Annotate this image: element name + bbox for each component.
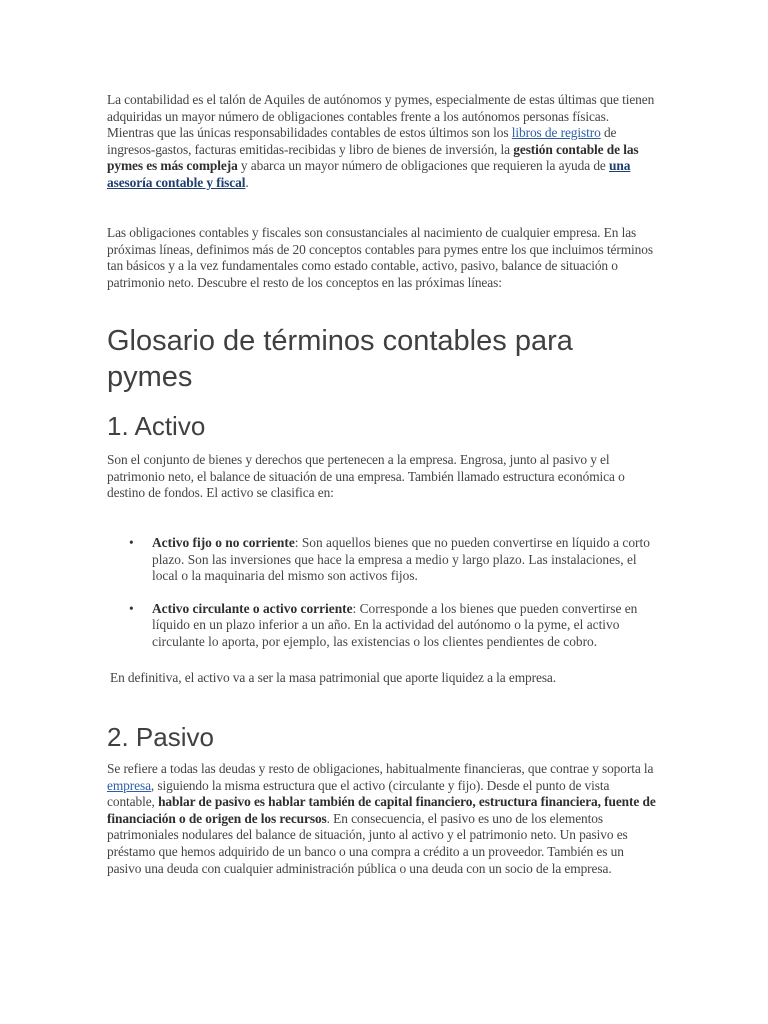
- pasivo-text: . En consecuencia, el pasivo es uno de los elementos patrimoniales nodulares del balance de situación, junto al activo y el patrimonio neto. Un pasivo es préstamo que hemos adquirido de un banco o una compra a crédito a un proveedor. También es un pasivo una deuda con cualquier administración pública o una deuda con un socio de la empresa.: [107, 810, 628, 876]
- list-item: [107, 601, 657, 651]
- libros-de-registro-link[interactable]: libros de registro: [511, 125, 601, 141]
- bullet-text: : Corresponde a los bienes que pueden convertirse en líquido en un plazo inferior a un año. En la actividad del autónomo o la pyme, el activo circulante lo aporta, por ejemplo, las existencias o los clientes pendientes de cobro.: [152, 600, 638, 649]
- asesoria-contable-link[interactable]: una asesoría contable y fiscal: [107, 158, 631, 190]
- intro-paragraph-2: Las obligaciones contables y fiscales son consustanciales al nacimiento de cualquier empresa. En las próximas líneas, definimos más de 20 conceptos contables para pymes entre los que incluimos términos tan básicos y a la vez fundamentales como estado contable, activo, pasivo, balance de situación o patrimonio neto. Descubre el resto de los conceptos en las próximas líneas:: [107, 225, 653, 290]
- empresa-link[interactable]: empresa: [107, 777, 151, 793]
- intro-text: de ingresos-gastos, facturas emitidas-recibidas y libro de bienes de inversión, la: [107, 125, 617, 157]
- activo-conclusion: En definitiva, el activo va a ser la masa patrimonial que aporte liquidez a la empresa.: [110, 670, 557, 685]
- activo-heading: 1. Activo: [107, 411, 206, 441]
- bullet-term: Activo circulante o activo corriente: [152, 600, 353, 616]
- intro-text: La contabilidad es el talón de Aquiles de autónomos y pymes, especialmente de estas últimas que tienen adquiridas un mayor número de obligaciones contables frente a los autónomos personas físicas. Mientras que las únicas responsabilidades contables de estos últimos son los: [107, 92, 655, 141]
- glosario-title: Glosario de términos contables para pymes: [107, 325, 573, 393]
- pasivo-paragraph: [107, 761, 657, 877]
- pasivo-text: Se refiere a todas las deudas y resto de obligaciones, habitualmente financieras, que contrae y soporta la: [107, 761, 654, 776]
- intro-text: y abarca un mayor número de obligaciones que requieren la ayuda de: [237, 158, 610, 174]
- bullet-icon: •: [129, 600, 134, 616]
- list-item: [107, 535, 657, 585]
- intro-paragraph-1: [107, 92, 657, 192]
- intro-bold-text: gestión contable de las pymes es más compleja: [107, 141, 639, 174]
- bullet-icon: •: [129, 535, 134, 550]
- pasivo-bold-text: hablar de pasivo es hablar también de capital financiero, estructura financiera, fuente de financiación o de origen de los recursos: [107, 794, 656, 826]
- activo-paragraph: Son el conjunto de bienes y derechos que pertenecen a la empresa. Engrosa, junto al pasivo y el patrimonio neto, el balance de situación de una empresa. También llamado estructura económica o destino de fondos. El activo se clasifica en:: [107, 452, 625, 501]
- bullet-term: Activo fijo o no corriente: [152, 535, 295, 550]
- intro-text: .: [245, 174, 249, 190]
- pasivo-heading: 2. Pasivo: [107, 722, 214, 752]
- bullet-text: : Son aquellos bienes que no pueden convertirse en líquido a corto plazo. Son las inversiones que hace la empresa a medio y largo plazo. Las instalaciones, el local o la maquinaria del mismo son activos fijos.: [152, 535, 650, 584]
- activo-bullet-list: [107, 535, 657, 667]
- pasivo-text: , siguiendo la misma estructura que el activo (circulante y fijo). Desde el punto de vista contable,: [107, 777, 610, 810]
